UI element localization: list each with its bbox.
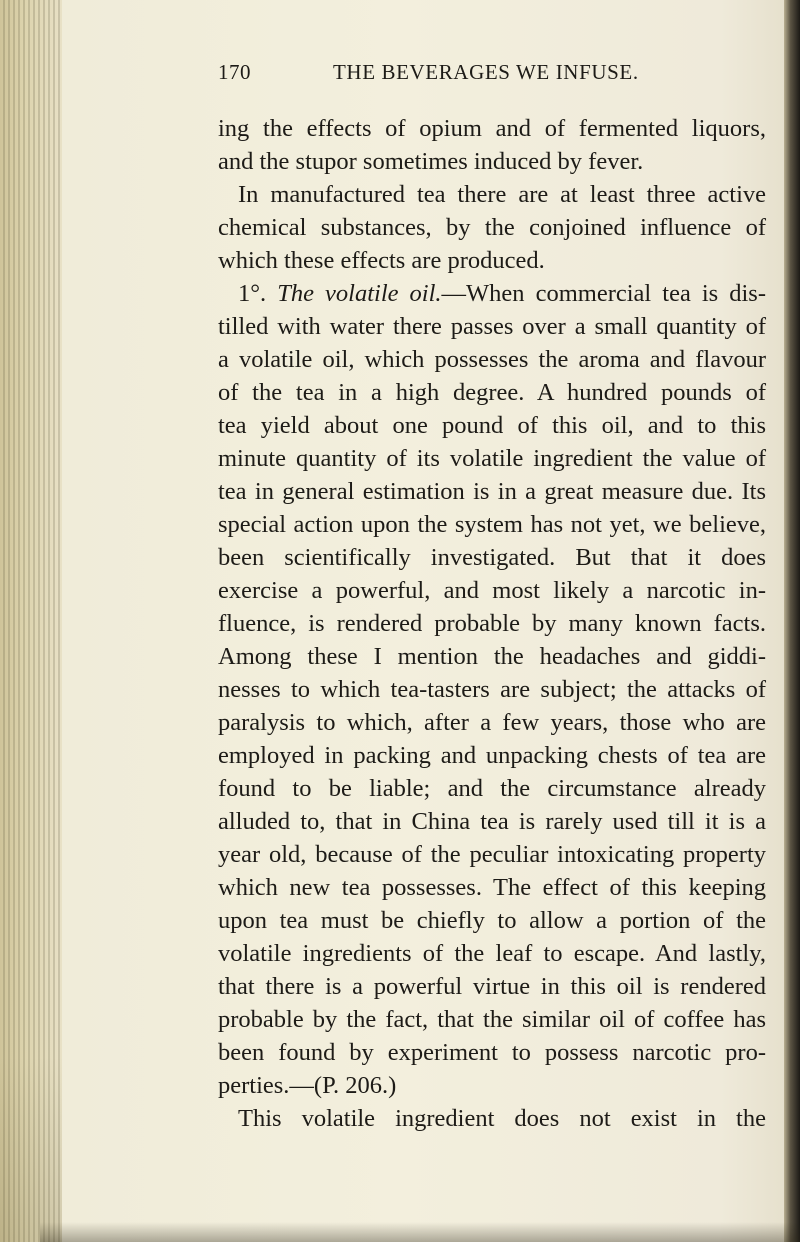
text-line: tea in general estimation is in a great measure due. Its bbox=[218, 478, 766, 505]
section-heading: The volatile oil. bbox=[277, 280, 442, 307]
text-line: In manufactured tea there are at least three active bbox=[238, 181, 766, 208]
text-line: and the stupor sometimes induced by fever. bbox=[218, 148, 644, 175]
text-line: minute quantity of its volatile ingredient the value of bbox=[218, 445, 766, 472]
text-line: employed in packing and unpacking chests of tea are bbox=[218, 742, 766, 769]
section-text: —When commercial tea is dis- bbox=[441, 280, 767, 307]
text-line: Among these I mention the headaches and giddi- bbox=[218, 643, 766, 670]
page-edges-left bbox=[0, 0, 62, 1242]
text-line: chemical substances, by the conjoined influence of bbox=[218, 214, 766, 241]
page-number: 170 bbox=[218, 60, 251, 84]
text-line: which new tea possesses. The effect of this keeping bbox=[218, 874, 766, 901]
body-text bbox=[218, 112, 766, 1135]
text-line: year old, because of the peculiar intoxicating property bbox=[218, 841, 766, 868]
text-line: nesses to which tea-tasters are subject; the attacks of bbox=[218, 676, 766, 703]
text-line: tilled with water there passes over a small quantity of bbox=[218, 313, 766, 340]
running-header bbox=[218, 60, 758, 94]
text-line: volatile ingredients of the leaf to escape. And lastly, bbox=[218, 940, 766, 967]
running-title: THE BEVERAGES WE INFUSE. bbox=[333, 60, 639, 84]
text-line: fluence, is rendered probable by many known facts. bbox=[218, 610, 766, 637]
text-line: been found by experiment to possess narcotic pro- bbox=[218, 1039, 766, 1066]
text-line: special action upon the system has not yet, we believe, bbox=[218, 511, 766, 538]
text-line: paralysis to which, after a few years, those who are bbox=[218, 709, 766, 736]
section-number: 1°. bbox=[238, 280, 267, 307]
text-line: probable by the fact, that the similar oil of coffee has bbox=[218, 1006, 766, 1033]
text-line: tea yield about one pound of this oil, and to this bbox=[218, 412, 766, 439]
text-line: of the tea in a high degree. A hundred pounds of bbox=[218, 379, 766, 406]
text-line: found to be liable; and the circumstance already bbox=[218, 775, 766, 802]
text-line: a volatile oil, which possesses the aroma and flavour bbox=[218, 346, 766, 373]
text-line: This volatile ingredient does not exist in the bbox=[238, 1105, 766, 1132]
text-line: upon tea must be chiefly to allow a portion of the bbox=[218, 907, 766, 934]
page-bottom-shadow bbox=[40, 1222, 800, 1242]
text-line: exercise a powerful, and most likely a narcotic in- bbox=[218, 577, 766, 604]
text-line: that there is a powerful virtue in this oil is rendered bbox=[218, 973, 766, 1000]
binding-edge-right bbox=[784, 0, 800, 1242]
text-line: been scientifically investigated. But that it does bbox=[218, 544, 766, 571]
text-line: alluded to, that in China tea is rarely used till it is a bbox=[218, 808, 766, 835]
text-line: which these effects are produced. bbox=[218, 247, 545, 274]
text-line: perties.—(P. 206.) bbox=[218, 1072, 397, 1099]
text-line: ing the effects of opium and of fermented liquors, bbox=[218, 115, 766, 142]
text-line-section-start bbox=[218, 277, 766, 310]
